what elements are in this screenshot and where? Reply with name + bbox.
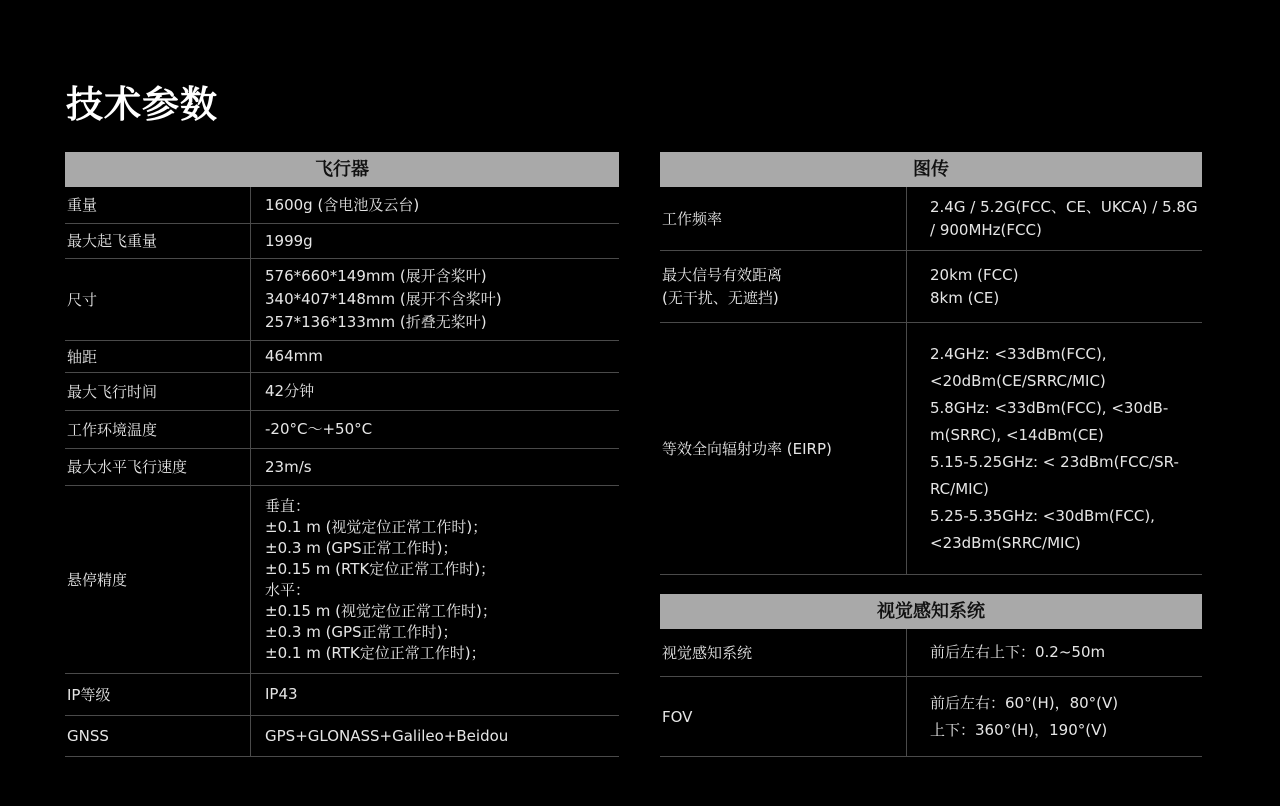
spec-row-max-takeoff-weight bbox=[65, 224, 619, 259]
spec-value-line: ±0.15 m (视觉定位正常工作时)； bbox=[265, 601, 497, 620]
spec-label bbox=[660, 323, 907, 574]
spec-label bbox=[660, 629, 907, 676]
spec-row-weight bbox=[65, 187, 619, 224]
spec-label bbox=[660, 677, 907, 756]
spec-row-ip-rating bbox=[65, 674, 619, 716]
spec-value-line: 8km (CE) bbox=[930, 288, 1000, 307]
spec-value-line: 前后左右：60°(H)，80°(V) bbox=[930, 693, 1119, 712]
spec-value-line: <23dBm(SRRC/MIC) bbox=[930, 533, 1081, 552]
spec-value-line: 257*136*133mm (折叠无桨叶) bbox=[265, 313, 487, 331]
spec-value-line: ±0.15 m (RTK定位正常工作时)； bbox=[265, 559, 496, 578]
spec-row-max-flight-time bbox=[65, 373, 619, 411]
spec-value bbox=[251, 449, 619, 485]
spec-value-line: 20km (FCC) bbox=[930, 265, 1019, 284]
spec-label: 最大起飞重量 bbox=[65, 224, 251, 258]
spec-row-fov bbox=[660, 677, 1202, 757]
spec-row-operating-temperature bbox=[65, 411, 619, 449]
spec-value-line: m(SRRC), <14dBm(CE) bbox=[930, 425, 1104, 444]
spec-value-line: -20°C～+50°C bbox=[265, 420, 373, 438]
spec-value-line: RC/MIC) bbox=[930, 479, 989, 498]
spec-row-hover-accuracy bbox=[65, 486, 619, 674]
spec-row-vision-sensing bbox=[660, 629, 1202, 677]
spec-value bbox=[907, 629, 1202, 676]
spec-value bbox=[907, 677, 1202, 756]
aircraft-spec-table bbox=[65, 152, 619, 757]
spec-value bbox=[251, 716, 619, 756]
spec-value bbox=[251, 259, 619, 340]
spec-value bbox=[907, 187, 1202, 250]
spec-value bbox=[251, 224, 619, 258]
spec-row-eirp bbox=[660, 323, 1202, 575]
spec-value-line: 1999g bbox=[265, 231, 313, 250]
spec-value-line: 23m/s bbox=[265, 457, 312, 476]
spec-value bbox=[251, 486, 619, 673]
spec-label-line: (无干扰、无遮挡) bbox=[662, 288, 779, 307]
spec-row-dimensions bbox=[65, 259, 619, 341]
transmission-section-header: 图传 bbox=[660, 152, 1202, 187]
spec-value-line: 2.4GHz: <33dBm(FCC), bbox=[930, 344, 1107, 363]
spec-value-line: ±0.1 m (RTK定位正常工作时)； bbox=[265, 643, 486, 662]
spec-value-line: ±0.3 m (GPS正常工作时)； bbox=[265, 622, 458, 641]
spec-label-line: 工作频率 bbox=[662, 209, 723, 228]
spec-label-line: FOV bbox=[662, 707, 693, 726]
spec-label: 工作环境温度 bbox=[65, 411, 251, 448]
spec-value bbox=[251, 187, 619, 223]
spec-value bbox=[251, 341, 619, 372]
spec-value-line: 5.15-5.25GHz: < 23dBm(FCC/SR- bbox=[930, 452, 1179, 471]
spec-row-gnss bbox=[65, 716, 619, 757]
spec-value-line: 前后左右上下：0.2~50m bbox=[930, 643, 1106, 661]
spec-label: IP等级 bbox=[65, 674, 251, 715]
spec-label: 最大水平飞行速度 bbox=[65, 449, 251, 485]
vision-spec-table bbox=[660, 594, 1202, 757]
spec-label: 轴距 bbox=[65, 341, 251, 372]
spec-value-line: IP43 bbox=[265, 685, 298, 703]
spec-label-line: 最大信号有效距离 bbox=[662, 265, 783, 284]
spec-value-line: <20dBm(CE/SRRC/MIC) bbox=[930, 371, 1106, 390]
spec-value-line: 水平： bbox=[265, 580, 311, 599]
transmission-spec-table bbox=[660, 152, 1202, 575]
spec-value-line: 2.4G / 5.2G(FCC、CE、UKCA) / 5.8G bbox=[930, 197, 1198, 216]
spec-value bbox=[907, 251, 1202, 322]
page-title: 技术参数 bbox=[66, 83, 218, 126]
spec-value-line: 576*660*149mm (展开含桨叶) bbox=[265, 267, 487, 285]
spec-label-line: 等效全向辐射功率 (EIRP) bbox=[662, 439, 832, 458]
spec-label-line: 视觉感知系统 bbox=[662, 643, 753, 662]
spec-value bbox=[907, 323, 1202, 574]
spec-label: 重量 bbox=[65, 187, 251, 223]
spec-value-line: 42分钟 bbox=[265, 382, 315, 400]
spec-value-line: / 900MHz(FCC) bbox=[930, 220, 1042, 239]
spec-label: 尺寸 bbox=[65, 259, 251, 340]
aircraft-section-header: 飞行器 bbox=[65, 152, 619, 187]
spec-value-line: 1600g (含电池及云台) bbox=[265, 195, 420, 214]
spec-value-line: ±0.1 m (视觉定位正常工作时)； bbox=[265, 517, 488, 536]
spec-value bbox=[251, 411, 619, 448]
spec-value-line: 上下：360°(H)，190°(V) bbox=[930, 720, 1108, 739]
spec-value-line: GPS+GLONASS+Galileo+Beidou bbox=[265, 726, 509, 745]
spec-value bbox=[251, 373, 619, 410]
spec-value-line: 垂直： bbox=[265, 496, 311, 515]
spec-row-wheelbase bbox=[65, 341, 619, 373]
spec-value-line: ±0.3 m (GPS正常工作时)； bbox=[265, 538, 458, 557]
spec-row-operating-frequency bbox=[660, 187, 1202, 251]
spec-row-max-horizontal-speed bbox=[65, 449, 619, 486]
spec-label: 悬停精度 bbox=[65, 486, 251, 673]
spec-value-line: 5.8GHz: <33dBm(FCC), <30dB- bbox=[930, 398, 1169, 417]
spec-value-line: 340*407*148mm (展开不含桨叶) bbox=[265, 290, 502, 308]
vision-section-header: 视觉感知系统 bbox=[660, 594, 1202, 629]
spec-value-line: 464mm bbox=[265, 347, 323, 365]
spec-row-max-transmission-distance bbox=[660, 251, 1202, 323]
spec-value-line: 5.25-5.35GHz: <30dBm(FCC), bbox=[930, 506, 1155, 525]
spec-label: GNSS bbox=[65, 716, 251, 756]
spec-label: 最大飞行时间 bbox=[65, 373, 251, 410]
spec-label bbox=[660, 187, 907, 250]
spec-value bbox=[251, 674, 619, 715]
spec-label bbox=[660, 251, 907, 322]
